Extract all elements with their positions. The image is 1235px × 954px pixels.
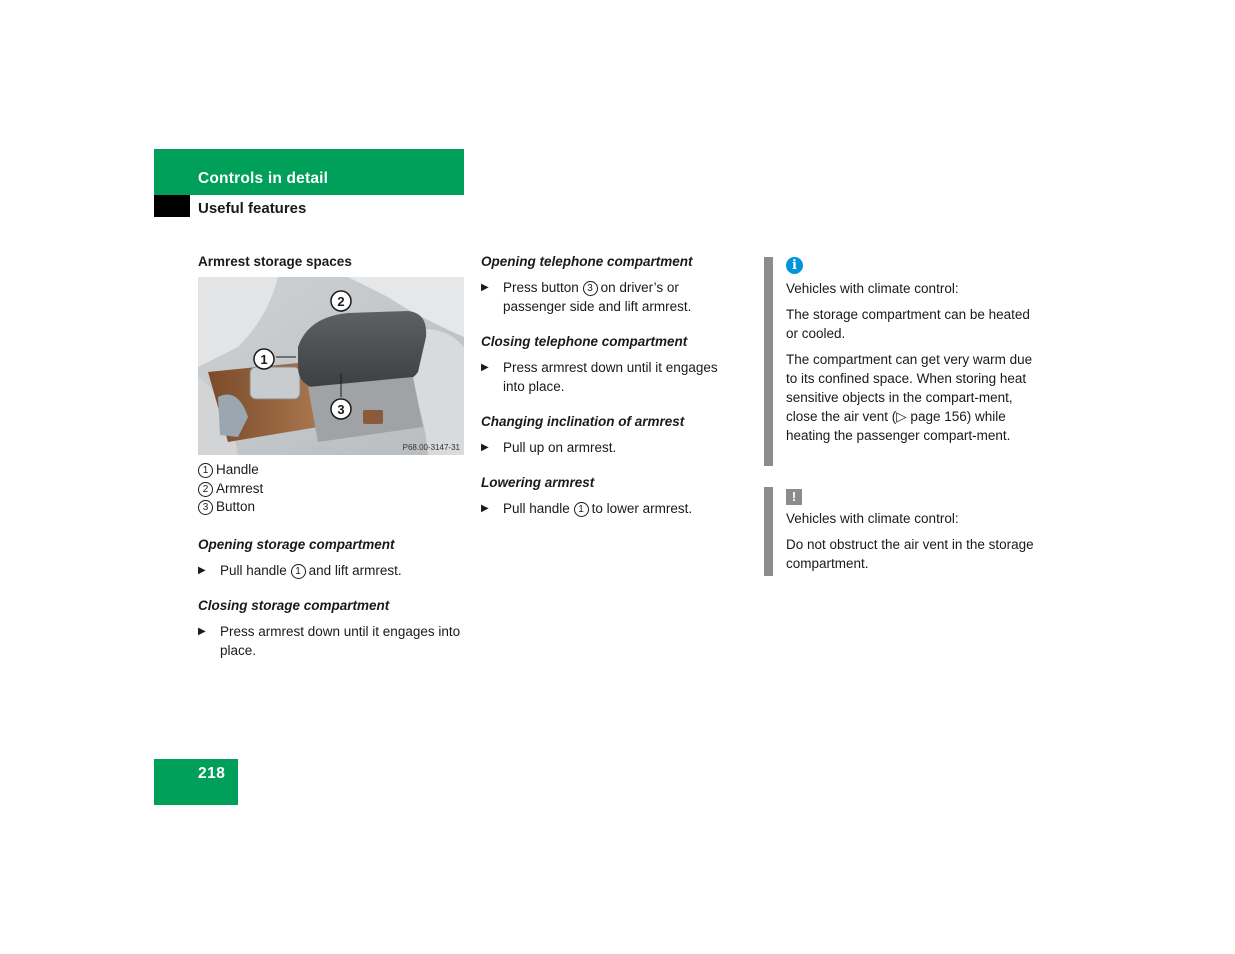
opening-storage-step: ▶ Pull handle 1 and lift armrest. [198, 562, 402, 578]
bullet-arrow-icon: ▶ [481, 282, 489, 293]
legend-number: 1 [198, 463, 213, 478]
inclination-heading: Changing inclination of armrest [481, 414, 685, 429]
closing-storage-heading: Closing storage compartment [198, 597, 390, 613]
legend-number: 2 [198, 482, 213, 497]
callout-1 [254, 349, 274, 369]
armrest-title: Armrest storage spaces [198, 254, 352, 269]
svg-text:2: 2 [337, 294, 345, 309]
legend-item [198, 480, 464, 499]
note-text: Vehicles with climate control: [786, 511, 959, 526]
bullet-arrow-icon: ▶ [481, 503, 489, 514]
step-number: 3 [583, 281, 598, 296]
section-title: Controls in detail [198, 170, 329, 187]
column-left [198, 254, 464, 676]
subsection-marker [154, 195, 190, 217]
bullet-arrow-icon: ▶ [198, 625, 206, 637]
page-number-box [154, 759, 238, 805]
step-number: 1 [291, 564, 306, 579]
legend-item [198, 461, 464, 480]
info-icon: i [786, 257, 803, 274]
subsection-title: Useful features [198, 200, 307, 217]
photo-code: P68.00-3147-31 [402, 443, 460, 452]
legend [198, 461, 464, 517]
note-text: Vehicles with climate control: [786, 281, 959, 296]
note-text: The compartment can get very warm due to its confined space. When storing heat sensitive objects in the compart-ment, close the air vent (▷ page 156) while heating the passenger compart-ment. [786, 352, 1033, 443]
callout-2 [331, 291, 351, 311]
svg-text:1: 1 [260, 352, 268, 367]
step-number: 1 [574, 502, 589, 517]
bullet-arrow-icon: ▶ [481, 362, 489, 373]
legend-label: Armrest [216, 480, 264, 496]
page-number: 218 [198, 765, 226, 782]
opening-storage-heading: Opening storage compartment [198, 536, 395, 552]
column-middle [481, 254, 743, 534]
closing-phone-step: ▶ Press armrest down until it engages into place. [481, 360, 718, 394]
callout-3 [331, 399, 351, 419]
closing-phone-heading: Closing telephone compartment [481, 334, 688, 349]
legend-item [198, 498, 464, 517]
opening-phone-step: ▶ Press button 3 on driver’s or passenger side and lift armrest. [481, 280, 692, 314]
exclamation-icon: ! [786, 489, 802, 505]
armrest-photo [198, 277, 464, 455]
note-text: Do not obstruct the air vent in the storage compartment. [786, 537, 1034, 571]
armrest-illustration [198, 277, 464, 455]
note-text: The storage compartment can be heated or cooled. [786, 307, 1030, 341]
lowering-heading: Lowering armrest [481, 475, 595, 490]
bullet-arrow-icon: ▶ [481, 442, 489, 453]
opening-phone-heading: Opening telephone compartment [481, 254, 693, 269]
info-note [764, 257, 1034, 466]
legend-label: Handle [216, 462, 259, 477]
closing-storage-step: ▶ Press armrest down until it engages into place. [198, 623, 461, 658]
legend-label: Button [216, 499, 256, 514]
bullet-arrow-icon: ▶ [198, 564, 206, 576]
warning-note [764, 487, 1034, 576]
lowering-step: ▶ Pull handle 1 to lower armrest. [481, 501, 693, 516]
svg-text:3: 3 [337, 402, 345, 417]
legend-number: 3 [198, 500, 213, 515]
inclination-step: ▶ Pull up on armrest. [481, 440, 617, 455]
